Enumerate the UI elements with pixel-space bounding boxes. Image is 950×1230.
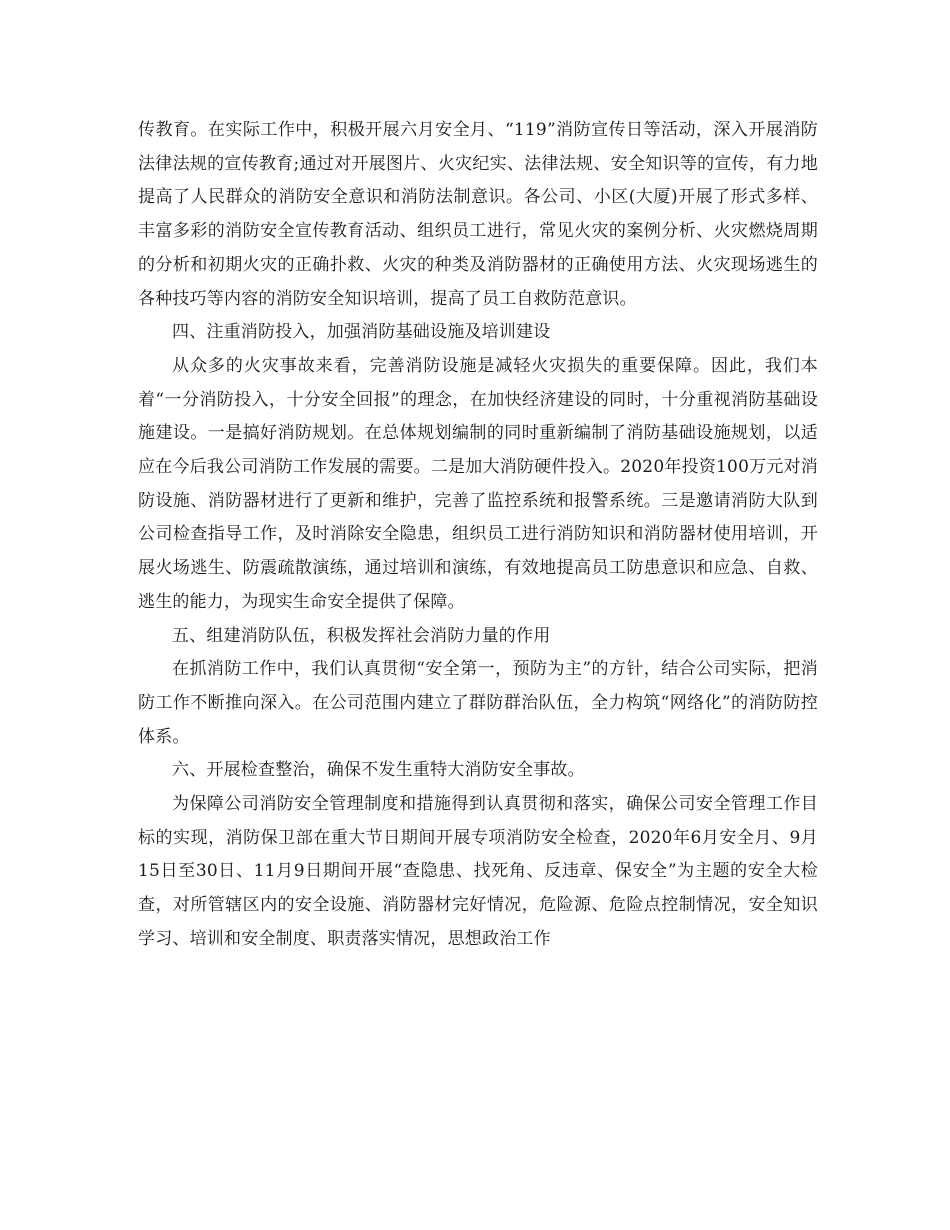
paragraph-safety-inspection: 为保障公司消防安全管理制度和措施得到认真贯彻和落实，确保公司安全管理工作目标的实现，消防保卫部在重大节日期间开展专项消防安全检查，2020年6月安全月、9月15日至30日、11月9日期间开展“查隐患、找死角、反违章、保安全”为主题的安全大检查，对所管辖区内的安全设施、消防器材完好情况，危险源、危险点控制情况，安全知识学习、培训和安全制度、职责落实情况，思想政治工作: [138, 794, 818, 949]
heading-section-four: 四、注重消防投入，加强消防基础设施及培训建设: [172, 322, 551, 343]
heading-section-five: 五、组建消防队伍，积极发挥社会消防力量的作用: [172, 625, 551, 646]
paragraph-publicity-education: 传教育。在实际工作中，积极开展六月安全月、“119”消防宣传日等活动，深入开展消防法律法规的宣传教育;通过对开展图片、火灾纪实、法律法规、安全知识等的宣传，有力地提高了人民群众的消防安全意识和消防法制意识。各公司、小区(大厦)开展了形式多样、丰富多彩的消防安全宣传教育活动、组织员工进行，常见火灾的案例分析、火灾燃烧周期的分析和初期火灾的正确扑救、火灾的种类及消防器材的正确使用方法、火灾现场逃生的各种技巧等内容的消防安全知识培训，提高了员工自救防范意识。: [138, 120, 818, 309]
paragraph-fire-investment: 从众多的火灾事故来看，完善消防设施是减轻火灾损失的重要保障。因此，我们本着“一分消防投入，十分安全回报”的理念，在加快经济建设的同时，十分重视消防基础设施建设。一是搞好消防规划。在总体规划编制的同时重新编制了消防基础设施规划，以适应在今后我公司消防工作发展的需要。二是加大消防硬件投入。2020年投资100万元对消防设施、消防器材进行了更新和维护，完善了监控系统和报警系统。三是邀请消防大队到公司检查指导工作，及时消除安全隐患，组织员工进行消防知识和消防器材使用培训，开展火场逃生、防震疏散演练，通过培训和演练，有效地提高员工防患意识和应急、自救、逃生的能力，为现实生命安全提供了保障。: [138, 355, 818, 612]
document-body: [138, 114, 818, 957]
heading-section-six: 六、开展检查整治，确保不发生重特大消防安全事故。: [172, 760, 585, 781]
paragraph-fire-team: 在抓消防工作中，我们认真贯彻“安全第一，预防为主”的方针，结合公司实际，把消防工作不断推向深入。在公司范围内建立了群防群治队伍，全力构筑“网络化”的消防防控体系。: [138, 659, 818, 747]
